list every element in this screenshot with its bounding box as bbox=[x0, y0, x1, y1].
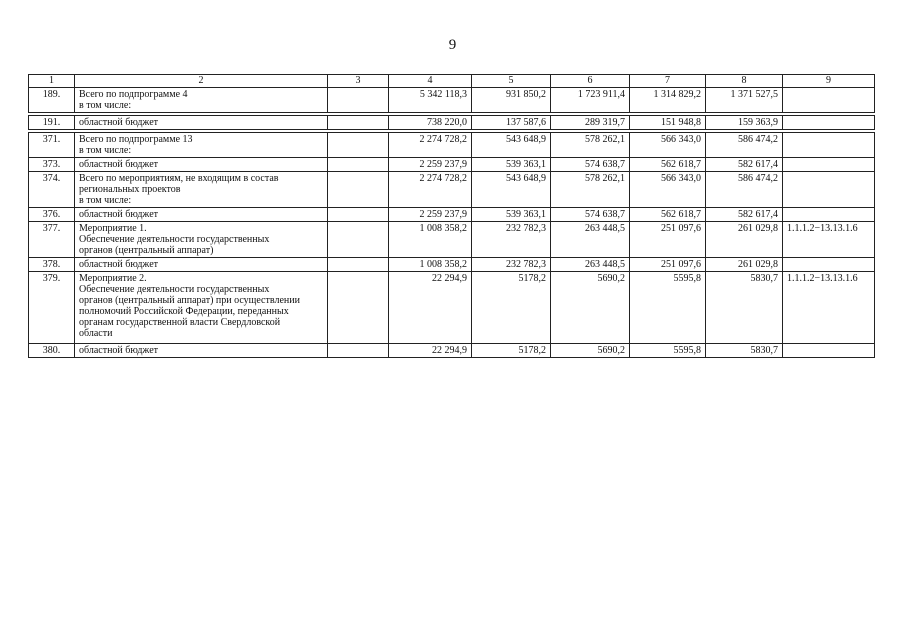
col6-value: 574 638,7 bbox=[551, 158, 630, 172]
target-code: 1.1.1.2−13.13.1.6 bbox=[783, 272, 875, 344]
col8-value: 5830,7 bbox=[706, 344, 783, 358]
col3-cell bbox=[328, 344, 389, 358]
column-header: 3 bbox=[328, 75, 389, 88]
row-name: областной бюджет bbox=[75, 116, 328, 130]
col6-value: 5690,2 bbox=[551, 344, 630, 358]
col3-cell bbox=[328, 272, 389, 344]
col7-value: 566 343,0 bbox=[630, 133, 706, 158]
target-code bbox=[783, 344, 875, 358]
col3-cell bbox=[328, 208, 389, 222]
col5-value: 539 363,1 bbox=[472, 158, 551, 172]
header-row bbox=[29, 75, 875, 88]
col8-value: 261 029,8 bbox=[706, 258, 783, 272]
column-header: 6 bbox=[551, 75, 630, 88]
target-code bbox=[783, 133, 875, 158]
col6-value: 263 448,5 bbox=[551, 258, 630, 272]
col4-value: 22 294,9 bbox=[389, 272, 472, 344]
col7-value: 562 618,7 bbox=[630, 208, 706, 222]
col5-value: 543 648,9 bbox=[472, 133, 551, 158]
col6-value: 578 262,1 bbox=[551, 133, 630, 158]
col4-value: 2 259 237,9 bbox=[389, 208, 472, 222]
col8-value: 1 371 527,5 bbox=[706, 88, 783, 113]
col4-value: 1 008 358,2 bbox=[389, 222, 472, 258]
col5-value: 539 363,1 bbox=[472, 208, 551, 222]
col4-value: 22 294,9 bbox=[389, 344, 472, 358]
col4-value: 5 342 118,3 bbox=[389, 88, 472, 113]
column-header: 2 bbox=[75, 75, 328, 88]
col6-value: 578 262,1 bbox=[551, 172, 630, 208]
table-row bbox=[29, 133, 875, 158]
col8-value: 582 617,4 bbox=[706, 158, 783, 172]
col3-cell bbox=[328, 158, 389, 172]
target-code bbox=[783, 172, 875, 208]
row-name: Мероприятие 2. Обеспечение деятельности государственных органов (центральный аппарат) при осуществлении полномочий Российской Федерации, переданных органам государственной власти Свердловской области bbox=[75, 272, 328, 344]
col5-value: 232 782,3 bbox=[472, 258, 551, 272]
row-number: 189. bbox=[29, 88, 75, 113]
col8-value: 586 474,2 bbox=[706, 133, 783, 158]
row-number: 373. bbox=[29, 158, 75, 172]
col6-value: 263 448,5 bbox=[551, 222, 630, 258]
row-name: областной бюджет bbox=[75, 258, 328, 272]
table-row bbox=[29, 172, 875, 208]
col5-value: 5178,2 bbox=[472, 272, 551, 344]
col7-value: 151 948,8 bbox=[630, 116, 706, 130]
row-number: 374. bbox=[29, 172, 75, 208]
column-header: 5 bbox=[472, 75, 551, 88]
row-name: областной бюджет bbox=[75, 344, 328, 358]
col5-value: 543 648,9 bbox=[472, 172, 551, 208]
col4-value: 738 220,0 bbox=[389, 116, 472, 130]
col7-value: 1 314 829,2 bbox=[630, 88, 706, 113]
table-row bbox=[29, 116, 875, 130]
table-row bbox=[29, 272, 875, 344]
col6-value: 574 638,7 bbox=[551, 208, 630, 222]
table-row bbox=[29, 222, 875, 258]
table-row bbox=[29, 258, 875, 272]
col3-cell bbox=[328, 222, 389, 258]
row-number: 379. bbox=[29, 272, 75, 344]
col8-value: 159 363,9 bbox=[706, 116, 783, 130]
row-name: Всего по подпрограмме 13 в том числе: bbox=[75, 133, 328, 158]
row-number: 371. bbox=[29, 133, 75, 158]
col3-cell bbox=[328, 116, 389, 130]
col6-value: 5690,2 bbox=[551, 272, 630, 344]
col3-cell bbox=[328, 88, 389, 113]
col8-value: 5830,7 bbox=[706, 272, 783, 344]
table-row bbox=[29, 158, 875, 172]
row-number: 380. bbox=[29, 344, 75, 358]
col4-value: 2 274 728,2 bbox=[389, 172, 472, 208]
col4-value: 2 259 237,9 bbox=[389, 158, 472, 172]
col3-cell bbox=[328, 172, 389, 208]
col7-value: 5595,8 bbox=[630, 272, 706, 344]
table-body bbox=[29, 88, 875, 358]
col8-value: 582 617,4 bbox=[706, 208, 783, 222]
col3-cell bbox=[328, 133, 389, 158]
column-header: 1 bbox=[29, 75, 75, 88]
page-number: 9 bbox=[448, 37, 457, 53]
col7-value: 251 097,6 bbox=[630, 258, 706, 272]
col7-value: 566 343,0 bbox=[630, 172, 706, 208]
column-header: 7 bbox=[630, 75, 706, 88]
col5-value: 137 587,6 bbox=[472, 116, 551, 130]
table-row bbox=[29, 208, 875, 222]
col6-value: 289 319,7 bbox=[551, 116, 630, 130]
column-header: 4 bbox=[389, 75, 472, 88]
table-row bbox=[29, 344, 875, 358]
column-header: 9 bbox=[783, 75, 875, 88]
col7-value: 251 097,6 bbox=[630, 222, 706, 258]
row-number: 377. bbox=[29, 222, 75, 258]
row-number: 378. bbox=[29, 258, 75, 272]
row-name: Мероприятие 1. Обеспечение деятельности государственных органов (центральный аппарат) bbox=[75, 222, 328, 258]
target-code: 1.1.1.2−13.13.1.6 bbox=[783, 222, 875, 258]
table-row bbox=[29, 88, 875, 113]
col5-value: 5178,2 bbox=[472, 344, 551, 358]
row-name: Всего по мероприятиям, не входящим в состав региональных проектов в том числе: bbox=[75, 172, 328, 208]
col8-value: 586 474,2 bbox=[706, 172, 783, 208]
target-code bbox=[783, 116, 875, 130]
col5-value: 931 850,2 bbox=[472, 88, 551, 113]
column-header: 8 bbox=[706, 75, 783, 88]
col7-value: 5595,8 bbox=[630, 344, 706, 358]
budget-table bbox=[28, 74, 875, 358]
target-code bbox=[783, 88, 875, 113]
col4-value: 1 008 358,2 bbox=[389, 258, 472, 272]
target-code bbox=[783, 158, 875, 172]
row-number: 376. bbox=[29, 208, 75, 222]
col6-value: 1 723 911,4 bbox=[551, 88, 630, 113]
target-code bbox=[783, 208, 875, 222]
col8-value: 261 029,8 bbox=[706, 222, 783, 258]
row-name: областной бюджет bbox=[75, 158, 328, 172]
col3-cell bbox=[328, 258, 389, 272]
row-number: 191. bbox=[29, 116, 75, 130]
col7-value: 562 618,7 bbox=[630, 158, 706, 172]
col5-value: 232 782,3 bbox=[472, 222, 551, 258]
row-name: Всего по подпрограмме 4 в том числе: bbox=[75, 88, 328, 113]
target-code bbox=[783, 258, 875, 272]
row-name: областной бюджет bbox=[75, 208, 328, 222]
col4-value: 2 274 728,2 bbox=[389, 133, 472, 158]
